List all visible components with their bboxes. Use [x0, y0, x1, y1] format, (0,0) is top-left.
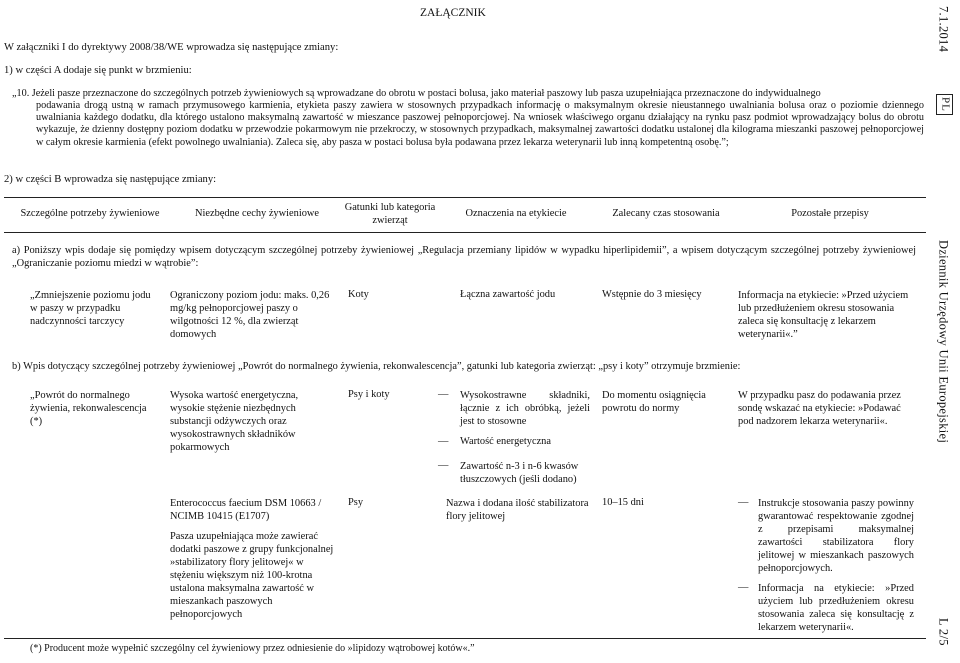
section-a-text: a) Poniższy wpis dodaje się pomiędzy wpisem dotyczącym szczególnej potrzeby żywieniowej „Regulacja przemiany lipidów w wypadku hiperlipidemii”, a wpisem dotyczącym szczególnej potrzeby żywieniowej „Ograniczanie poziomu miedzi w wątrobie”:: [12, 245, 916, 269]
side-page-number: L 2/5: [936, 618, 951, 646]
section-b-row1-labelling-item-1: Wysokostrawne składniki, łącznie z ich obróbką, jeżeli jest to stosowne: [460, 390, 590, 427]
section-a-other: Informacja na etykiecie: »Przed użyciem lub przedłużeniem okresu stosowania zaleca się konsultację z lekarzem weterynarii«.”: [738, 290, 909, 340]
side-date: 7.1.2014: [936, 6, 951, 53]
footnote-rule: [4, 638, 926, 639]
table-top-rule: [4, 197, 926, 198]
section-b-row1-need: „Powrót do normalnego żywienia, rekonwalescencja (*): [30, 390, 147, 427]
section-b-row2-period: 10–15 dni: [602, 497, 644, 508]
dash-marker: —: [438, 389, 449, 400]
dash-marker: —: [738, 497, 749, 508]
paragraph-10-body: podawania drogą ustną w ramach przymusowego karmienia, etykieta paszy zawiera w stosownych przypadkach informację o maksymalnym okresie nieustannego uwalniania bolusa oraz o poziomie dziennego uwalniania każdego dodatku, dla którego ustalono maksymalną zawartość w mieszance paszowej pełnoporcjowej. Na wniosek właściwego organu działający na rynku pasz podmiot wprowadzający bolus do obrotu wykazuje, że dzienny dostępny poziom dodatku w przewodzie pokarmowym nie przekroczy, w stosownych przypadkach, maksymalnej zawartości dodatku ustalonej dla kilograma mieszanki paszowej pełnoporcjowej w całym okresie karmienia (efekt powolnego uwalniania). Zaleca się, aby pasza w postaci bolusa była podawana przez lekarza weterynarii lub inną kompetentną osobę.”;: [36, 100, 924, 148]
header-col-other: Pozostałe przepisy: [791, 208, 869, 219]
section-b-row2-characteristics: Pasza uzupełniająca może zawierać dodatki paszowe z grupy funkcjonalnej »stabilizatory flory jelitowej« w stężeniu większym niż 100-krotna ustalona maksymalna zawartość w mieszankach paszowych pełnoporcjowych: [170, 531, 334, 620]
header-col-needs: Szczególne potrzeby żywieniowe: [20, 208, 160, 219]
paragraph-10-first-line: „10. Jeżeli pasze przeznaczone do szczególnych potrzeb żywieniowych są wprowadzane do obrotu w postaci bolusa, jako materiał paszowy lub pasza uzupełniająca przeznaczone do indywidualnego: [12, 88, 821, 99]
section-b-row1-labelling-item-3: Zawartość n-3 i n-6 kwasów tłuszczowych (jeśli dodano): [460, 461, 579, 485]
section-b-row2-species: Psy: [348, 497, 364, 508]
item-2: 2) w części B wprowadza się następujące zmiany:: [4, 174, 217, 185]
section-b-row2-other-item-1: Instrukcje stosowania paszy powinny gwarantować respektowanie zgodnej z przepisami maksymalnej zawartości stabilizatora flory jelitowej w mieszankach paszowych pełnoporcjowych.: [758, 498, 914, 574]
header-col-characteristics: Niezbędne cechy żywieniowe: [194, 208, 320, 219]
side-journal-title: Dziennik Urzędowy Unii Europejskiej: [936, 240, 951, 444]
footnote: (*) Producent może wypełnić szczególny cel żywieniowy przez odniesienie do »lipidozy wątrobowej kotów«.”: [30, 643, 475, 654]
dash-marker: —: [438, 460, 449, 471]
header-col-species: Gatunki lub kategoria zwierząt: [344, 202, 436, 226]
side-lang-badge: PL: [936, 94, 953, 115]
table-header-rule: [4, 232, 926, 233]
section-a-characteristics: Ograniczony poziom jodu: maks. 0,26 mg/kg pełnoporcjowej paszy o wilgotności 12 %, dla zwierząt domowych: [170, 290, 330, 340]
section-b-row1-period: Do momentu osiągnięcia powrotu do normy: [602, 390, 706, 414]
section-a-species: Koty: [348, 289, 369, 300]
section-b-row1-characteristics: Wysoka wartość energetyczna, wysokie stężenie niezbędnych substancji odżywczych oraz wysokostrawnych składników pokarmowych: [170, 390, 299, 453]
section-a-need: „Zmniejszenie poziomu jodu w paszy w przypadku nadczynności tarczycy: [30, 290, 151, 327]
section-a-period: Wstępnie do 3 miesięcy: [602, 289, 702, 300]
section-b-text: b) Wpis dotyczący szczególnej potrzeby żywieniowej „Powrót do normalnego żywienia, rekonwalescencja”, gatunki lub kategoria zwierząt: „psy i koty” otrzymuje brzmienie:: [12, 361, 741, 372]
section-a-labelling: Łączna zawartość jodu: [460, 289, 556, 300]
section-b-row1-species: Psy i koty: [348, 389, 390, 400]
header-col-labelling: Oznaczenia na etykiecie: [465, 208, 567, 219]
dash-marker: —: [438, 436, 449, 447]
section-b-row1-labelling-item-2: Wartość energetyczna: [460, 436, 551, 447]
item-1: 1) w części A dodaje się punkt w brzmieniu:: [4, 65, 192, 76]
section-b-row2-other-item-2: Informacja na etykiecie: »Przed użyciem lub przedłużeniem okresu stosowania zaleca się konsultację z lekarzem weterynarii«.: [758, 583, 914, 633]
intro-text: W załączniki I do dyrektywy 2008/38/WE wprowadza się następujące zmiany:: [4, 42, 339, 53]
section-b-row2-additive: Enterococcus faecium DSM 10663 / NCIMB 10415 (E1707): [170, 498, 322, 522]
section-b-row1-other: W przypadku pasz do podawania przez sondę wskazać na etykiecie: »Podawać pod nadzorem lekarza weterynarii«.: [738, 390, 901, 427]
dash-marker: —: [738, 582, 749, 593]
header-col-period: Zalecany czas stosowania: [612, 208, 720, 219]
section-b-row2-labelling: Nazwa i dodana ilość stabilizatora flory jelitowej: [446, 498, 589, 522]
annex-title: ZAŁĄCZNIK: [420, 7, 486, 19]
